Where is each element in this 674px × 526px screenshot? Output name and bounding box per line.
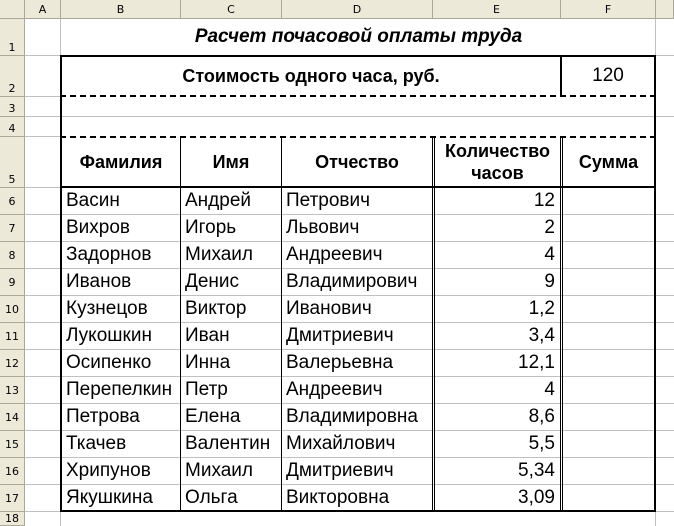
header-sum[interactable]: Сумма [578, 151, 639, 172]
cell-last-name[interactable]: Задорнов [66, 244, 152, 265]
cell-patronymic[interactable]: Львович [286, 217, 360, 238]
cell-first-name[interactable]: Инна [185, 352, 231, 373]
table-border [654, 55, 656, 512]
row-header-1[interactable]: 1 [0, 19, 25, 56]
cell-patronymic[interactable]: Дмитриевич [286, 460, 394, 481]
rate-label[interactable]: Стоимость одного часа, руб. [182, 65, 440, 86]
cell-patronymic[interactable]: Андреевич [286, 379, 383, 400]
column-header-d[interactable]: D [282, 0, 433, 19]
cell-patronymic[interactable]: Михайлович [286, 433, 396, 454]
column-header-a[interactable]: A [25, 0, 61, 19]
header-hours-line2: часов [471, 163, 524, 183]
row-header-5[interactable]: 5 [0, 137, 25, 188]
cell-last-name[interactable]: Ткачев [66, 433, 127, 454]
cell-last-name[interactable]: Осипенко [66, 352, 152, 373]
cell-last-name[interactable]: Иванов [66, 271, 132, 292]
column-header-e[interactable]: E [433, 0, 561, 19]
row-header-15[interactable]: 15 [0, 431, 25, 458]
cell-sum[interactable] [563, 269, 654, 295]
header-first-name[interactable]: Имя [212, 151, 250, 172]
cell-patronymic[interactable]: Иванович [286, 298, 372, 319]
row-header-3[interactable]: 3 [0, 97, 25, 117]
gridline [25, 136, 61, 137]
cell-last-name[interactable]: Вихров [66, 217, 131, 238]
cell-last-name[interactable]: Петрова [66, 406, 140, 427]
cell-sum[interactable] [563, 296, 654, 322]
sheet-title[interactable]: Расчет почасовой оплаты труда [194, 26, 523, 47]
cell-hours[interactable]: 12 [533, 190, 555, 211]
cell-hours[interactable]: 5,5 [528, 433, 555, 454]
cell-hours[interactable]: 2 [544, 217, 555, 238]
row-header-2[interactable]: 2 [0, 56, 25, 97]
cell-first-name[interactable]: Елена [185, 406, 241, 427]
cell-hours[interactable]: 12,1 [518, 352, 555, 373]
cell-patronymic[interactable]: Владимировна [286, 406, 418, 427]
cell-last-name[interactable]: Кузнецов [66, 298, 148, 319]
cell-first-name[interactable]: Иван [185, 325, 230, 346]
table-border [560, 137, 561, 511]
cell-sum[interactable] [563, 215, 654, 241]
cell-hours[interactable]: 3,4 [528, 325, 555, 346]
row-header-12[interactable]: 12 [0, 350, 25, 377]
cell-sum[interactable] [563, 377, 654, 403]
header-hours-line1: Количество [445, 141, 550, 161]
cell-hours[interactable]: 5,34 [518, 460, 555, 481]
column-header-g[interactable] [656, 0, 674, 19]
cell-sum[interactable] [563, 350, 654, 376]
cell-sum[interactable] [563, 431, 654, 457]
gridline [25, 116, 674, 117]
cell-sum[interactable] [563, 188, 654, 214]
cell-hours[interactable]: 4 [544, 244, 555, 265]
row-header-16[interactable]: 16 [0, 458, 25, 485]
row-header-4[interactable]: 4 [0, 117, 25, 137]
gridline [25, 96, 61, 97]
cell-patronymic[interactable]: Андреевич [286, 244, 383, 265]
cell-sum[interactable] [563, 458, 654, 484]
cell-first-name[interactable]: Виктор [185, 298, 247, 319]
cell-first-name[interactable]: Андрей [185, 190, 251, 211]
table-border [432, 137, 433, 511]
gridline [25, 187, 61, 188]
cell-hours[interactable]: 1,2 [528, 298, 555, 319]
row-header-17[interactable]: 17 [0, 485, 25, 512]
cell-last-name[interactable]: Перепелкин [66, 379, 173, 400]
cell-sum[interactable] [563, 242, 654, 268]
row-header-9[interactable]: 9 [0, 269, 25, 296]
cell-hours[interactable]: 9 [544, 271, 555, 292]
rate-value[interactable]: 120 [592, 65, 624, 86]
column-header-c[interactable]: C [181, 0, 282, 19]
header-last-name[interactable]: Фамилия [79, 151, 163, 172]
cell-sum[interactable] [563, 485, 654, 511]
column-header-b[interactable]: B [61, 0, 181, 19]
cell-sum[interactable] [563, 323, 654, 349]
cell-first-name[interactable]: Михаил [185, 460, 253, 481]
cell-last-name[interactable]: Хрипунов [66, 460, 151, 481]
cell-first-name[interactable]: Ольга [185, 487, 238, 508]
cell-first-name[interactable]: Валентин [185, 433, 271, 454]
cell-patronymic[interactable]: Петрович [286, 190, 371, 211]
cell-hours[interactable]: 4 [544, 379, 555, 400]
row-header-13[interactable]: 13 [0, 377, 25, 404]
header-hours[interactable] [435, 138, 560, 186]
cell-last-name[interactable]: Васин [66, 190, 120, 211]
cell-first-name[interactable]: Михаил [185, 244, 253, 265]
column-header-f[interactable]: F [561, 0, 656, 19]
cell-last-name[interactable]: Якушкина [66, 487, 153, 508]
header-patronymic[interactable]: Отчество [315, 151, 399, 172]
cell-patronymic[interactable]: Валерьевна [286, 352, 394, 373]
cell-patronymic[interactable]: Викторовна [286, 487, 390, 508]
row-header-18[interactable]: 18 [0, 512, 25, 526]
row-header-8[interactable]: 8 [0, 242, 25, 269]
row-header-11[interactable]: 11 [0, 323, 25, 350]
cell-first-name[interactable]: Денис [185, 271, 240, 292]
select-all-corner[interactable] [0, 0, 25, 19]
row-header-14[interactable]: 14 [0, 404, 25, 431]
cell-patronymic[interactable]: Владимирович [286, 271, 418, 292]
cell-patronymic[interactable]: Дмитриевич [286, 325, 394, 346]
cell-first-name[interactable]: Игорь [185, 217, 237, 238]
cell-hours[interactable]: 8,6 [528, 406, 555, 427]
cell-hours[interactable]: 3,09 [518, 487, 555, 508]
dashed-border [60, 95, 656, 97]
cell-first-name[interactable]: Петр [185, 379, 228, 400]
cell-last-name[interactable]: Лукошкин [66, 325, 152, 346]
cell-sum[interactable] [563, 404, 654, 430]
row-header-7[interactable]: 7 [0, 215, 25, 242]
row-header-10[interactable]: 10 [0, 296, 25, 323]
row-header-6[interactable]: 6 [0, 188, 25, 215]
